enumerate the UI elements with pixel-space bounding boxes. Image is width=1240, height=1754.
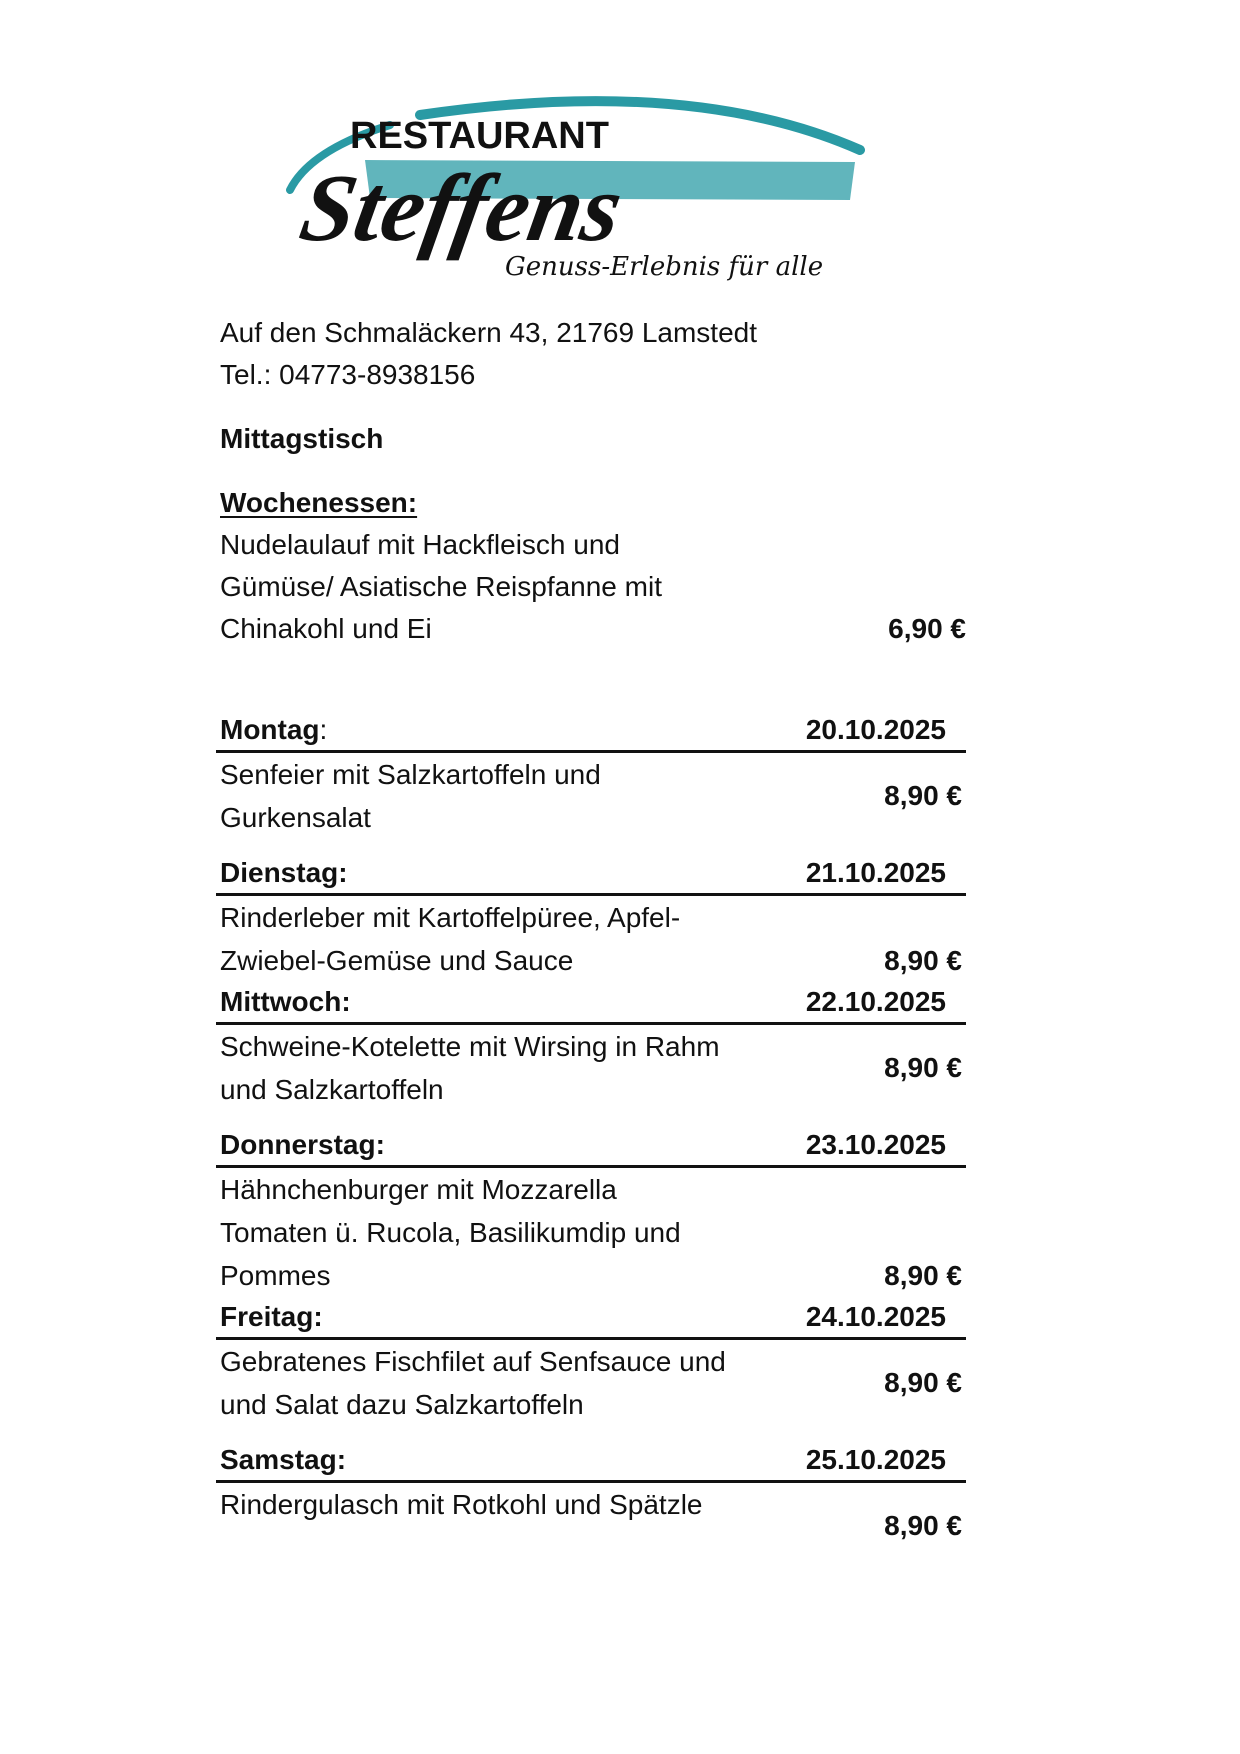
weekly-line: Nudelaulauf mit Hackfleisch und xyxy=(220,529,620,560)
address: Auf den Schmaläckern 43, 21769 Lamstedt xyxy=(220,317,758,348)
dish-line: Pommes xyxy=(220,1260,331,1291)
dish-line: Gurkensalat xyxy=(220,802,371,833)
day-date: 23.10.2025 xyxy=(805,1129,946,1160)
dish-line: Schweine-Kotelette mit Wirsing in Rahm xyxy=(220,1031,720,1062)
day-date: 22.10.2025 xyxy=(805,986,946,1017)
dish-line: Rinderleber mit Kartoffelpüree, Apfel- xyxy=(220,902,681,933)
dish-price: 8,90 € xyxy=(884,780,962,811)
day-name: Mittwoch xyxy=(220,986,342,1017)
menu-document xyxy=(220,312,966,1547)
weekly-line: Gümüse/ Asiatische Reispfanne mit xyxy=(220,571,662,602)
logo-graphic xyxy=(270,80,890,310)
day-date: 21.10.2025 xyxy=(805,857,946,888)
dish-price: 8,90 € xyxy=(884,1367,962,1398)
dish-price: 8,90 € xyxy=(884,945,962,976)
restaurant-logo xyxy=(270,80,890,310)
logo-tagline: Genuss-Erlebnis für alle xyxy=(505,252,824,282)
dish-montag xyxy=(220,753,966,839)
day-colon: : xyxy=(336,1444,347,1475)
phone: Tel.: 04773-8938156 xyxy=(220,359,476,390)
weekly-dish xyxy=(220,524,966,650)
day-name: Donnerstag xyxy=(220,1129,376,1160)
dish-freitag xyxy=(220,1340,966,1426)
dish-line: und Salzkartoffeln xyxy=(220,1074,444,1105)
day-colon: : xyxy=(319,714,328,745)
day-header-montag xyxy=(216,710,966,753)
dish-line: und Salat dazu Salzkartoffeln xyxy=(220,1389,584,1420)
dish-price: 8,90 € xyxy=(884,1510,962,1541)
dish-price: 8,90 € xyxy=(884,1052,962,1083)
day-header-donnerstag xyxy=(216,1125,966,1168)
dish-line: Senfeier mit Salzkartoffeln und xyxy=(220,759,601,790)
day-colon: : xyxy=(338,857,348,888)
day-date: 25.10.2025 xyxy=(805,1444,946,1475)
weekly-heading: Wochenessen: xyxy=(220,487,418,518)
page-title: Mittagstisch xyxy=(220,423,384,454)
dish-samstag xyxy=(220,1483,966,1547)
day-header-freitag xyxy=(216,1297,966,1340)
dish-line: Hähnchenburger mit Mozzarella xyxy=(220,1174,617,1205)
weekly-line: Chinakohl und Ei xyxy=(220,613,432,644)
dish-line: Gebratenes Fischfilet auf Senfsauce und xyxy=(220,1346,726,1377)
dish-price: 8,90 € xyxy=(884,1260,962,1291)
dish-line: Rindergulasch mit Rotkohl und Spätzle xyxy=(220,1489,703,1520)
day-name: Dienstag xyxy=(220,857,339,888)
day-date: 20.10.2025 xyxy=(805,714,946,745)
dish-line: Tomaten ü. Rucola, Basilikumdip und xyxy=(220,1217,681,1248)
dish-donnerstag xyxy=(220,1168,966,1297)
day-header-dienstag xyxy=(216,853,966,896)
day-colon: : xyxy=(375,1129,385,1160)
day-header-mittwoch xyxy=(216,982,966,1025)
weekly-price: 6,90 € xyxy=(888,613,966,644)
dish-mittwoch xyxy=(220,1025,966,1111)
day-name: Samstag xyxy=(220,1444,337,1475)
daily-menu xyxy=(220,710,966,1547)
logo-top-text: RESTAURANT xyxy=(350,115,609,157)
logo-name: Steffens xyxy=(293,154,631,261)
dish-dienstag xyxy=(220,896,966,982)
day-colon: : xyxy=(341,986,351,1017)
day-date: 24.10.2025 xyxy=(805,1301,946,1332)
dish-line: Zwiebel-Gemüse und Sauce xyxy=(220,945,574,976)
day-name: Montag xyxy=(220,714,320,745)
day-colon: : xyxy=(313,1301,323,1332)
day-header-samstag xyxy=(216,1440,966,1483)
day-name: Freitag xyxy=(220,1301,314,1332)
